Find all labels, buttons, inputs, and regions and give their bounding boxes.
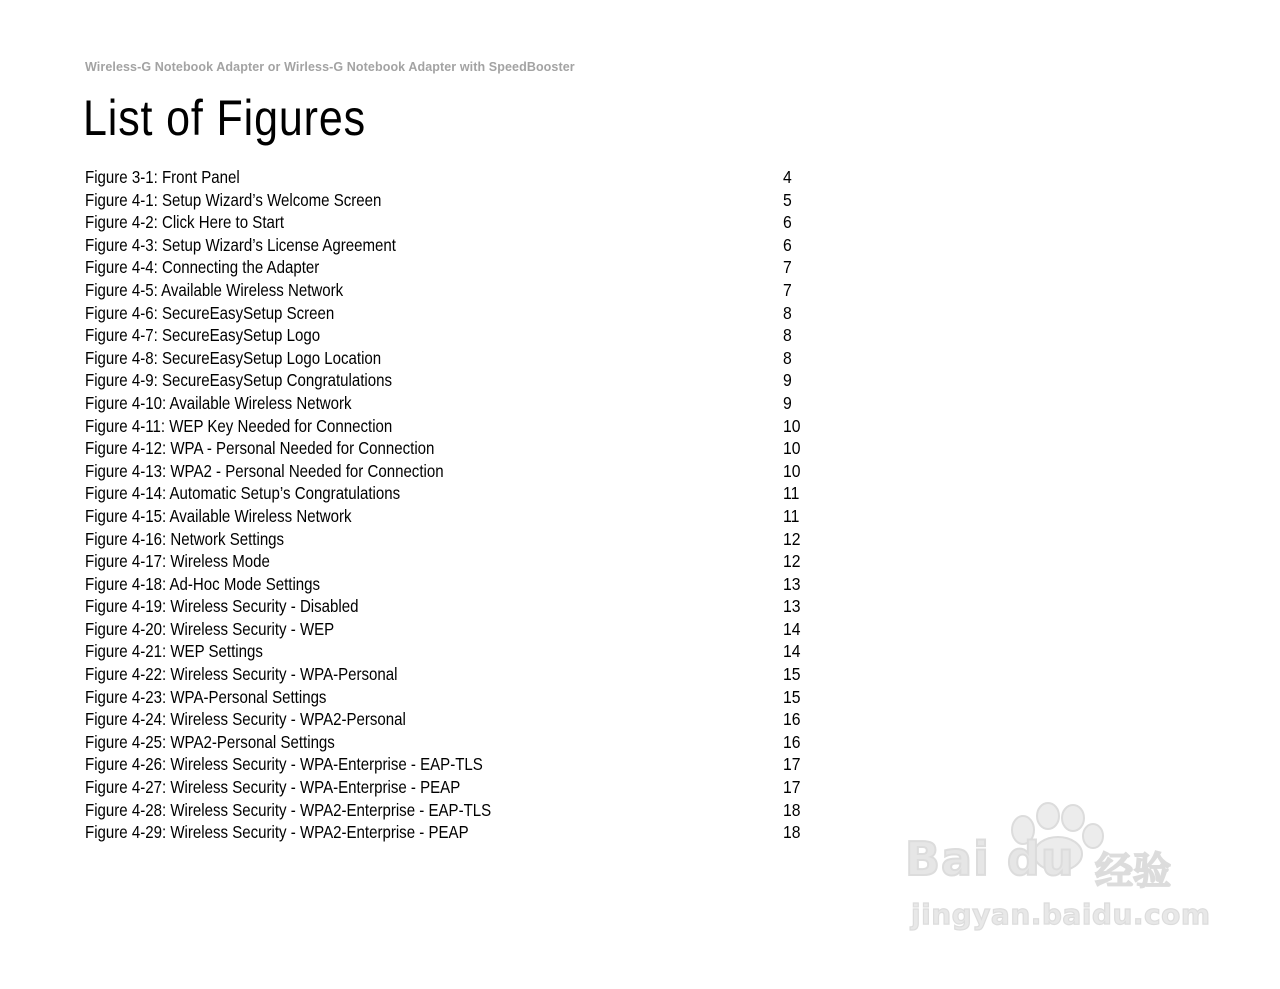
figure-page-number: 18 bbox=[783, 799, 801, 820]
figure-label: Figure 4-15: Available Wireless Network bbox=[85, 505, 352, 526]
page-title: List of Figures bbox=[83, 90, 366, 146]
figure-page-number: 14 bbox=[783, 618, 801, 639]
figure-label: Figure 4-24: Wireless Security - WPA2-Personal bbox=[85, 709, 406, 730]
watermark-url: jingyan.baidu.com bbox=[911, 898, 1211, 931]
figure-list-item bbox=[85, 595, 815, 618]
figure-list-item bbox=[85, 731, 815, 754]
figure-list-item bbox=[85, 821, 815, 844]
figure-label: Figure 4-16: Network Settings bbox=[85, 528, 285, 549]
running-header: Wireless-G Notebook Adapter or Wirless-G Notebook Adapter with SpeedBooster bbox=[85, 60, 575, 74]
figure-list-item bbox=[85, 708, 815, 731]
figure-label: Figure 4-13: WPA2 - Personal Needed for Connection bbox=[85, 460, 444, 481]
figure-list-item bbox=[85, 279, 815, 302]
figure-list-item bbox=[85, 392, 815, 415]
figure-list-item bbox=[85, 573, 815, 596]
figure-page-number: 10 bbox=[783, 460, 801, 481]
figure-label: Figure 4-28: Wireless Security - WPA2-Enterprise - EAP-TLS bbox=[85, 799, 492, 820]
figure-page-number: 11 bbox=[783, 483, 800, 504]
figure-label: Figure 4-12: WPA - Personal Needed for Connection bbox=[85, 438, 435, 459]
figure-list-item bbox=[85, 415, 815, 438]
figure-list-item bbox=[85, 618, 815, 641]
figure-page-number: 12 bbox=[783, 528, 801, 549]
figure-label: Figure 4-2: Click Here to Start bbox=[85, 212, 285, 233]
figure-label: Figure 4-11: WEP Key Needed for Connection bbox=[85, 415, 393, 436]
figure-list-item bbox=[85, 324, 815, 347]
figure-label: Figure 4-6: SecureEasySetup Screen bbox=[85, 302, 335, 323]
figure-list-item bbox=[85, 369, 815, 392]
figure-page-number: 8 bbox=[783, 302, 792, 323]
figure-page-number: 16 bbox=[783, 709, 801, 730]
figure-list-item bbox=[85, 528, 815, 551]
figure-list-item bbox=[85, 505, 815, 528]
figure-label: Figure 4-14: Automatic Setup’s Congratulations bbox=[85, 483, 401, 504]
figure-page-number: 17 bbox=[783, 777, 801, 798]
figure-page-number: 9 bbox=[783, 392, 792, 413]
figure-page-number: 15 bbox=[783, 664, 801, 685]
figure-label: Figure 4-18: Ad-Hoc Mode Settings bbox=[85, 573, 321, 594]
figure-page-number: 10 bbox=[783, 438, 801, 459]
figure-list-item bbox=[85, 166, 815, 189]
figure-page-number: 13 bbox=[783, 596, 801, 617]
figure-page-number: 10 bbox=[783, 415, 801, 436]
figure-list-item bbox=[85, 663, 815, 686]
figure-page-number: 7 bbox=[783, 257, 792, 278]
figure-page-number: 14 bbox=[783, 641, 801, 662]
figure-page-number: 13 bbox=[783, 573, 801, 594]
figure-page-number: 6 bbox=[783, 212, 792, 233]
watermark bbox=[905, 800, 1211, 940]
figure-label: Figure 4-20: Wireless Security - WEP bbox=[85, 618, 335, 639]
figure-page-number: 18 bbox=[783, 822, 801, 843]
figure-list-item bbox=[85, 256, 815, 279]
figure-label: Figure 4-17: Wireless Mode bbox=[85, 551, 270, 572]
figure-list-item bbox=[85, 640, 815, 663]
figure-list-item bbox=[85, 189, 815, 212]
figure-list-item bbox=[85, 211, 815, 234]
figure-label: Figure 4-19: Wireless Security - Disabled bbox=[85, 596, 359, 617]
figure-label: Figure 4-7: SecureEasySetup Logo bbox=[85, 325, 321, 346]
figure-page-number: 15 bbox=[783, 686, 801, 707]
figure-label: Figure 4-27: Wireless Security - WPA-Enterprise - PEAP bbox=[85, 777, 461, 798]
figure-page-number: 4 bbox=[783, 167, 792, 187]
figure-label: Figure 4-25: WPA2-Personal Settings bbox=[85, 731, 335, 752]
figure-page-number: 11 bbox=[783, 505, 800, 526]
watermark-brand-cn: 经验 bbox=[1095, 849, 1172, 893]
figure-list bbox=[85, 166, 815, 844]
figure-page-number: 17 bbox=[783, 754, 801, 775]
watermark-brand: Bai du bbox=[905, 832, 1075, 886]
figure-page-number: 8 bbox=[783, 347, 792, 368]
figure-label: Figure 4-26: Wireless Security - WPA-Enterprise - EAP-TLS bbox=[85, 754, 483, 775]
figure-label: Figure 4-21: WEP Settings bbox=[85, 641, 263, 662]
figure-list-item bbox=[85, 550, 815, 573]
figure-page-number: 8 bbox=[783, 325, 792, 346]
figure-list-item bbox=[85, 460, 815, 483]
figure-page-number: 9 bbox=[783, 370, 792, 391]
figure-page-number: 16 bbox=[783, 731, 801, 752]
figure-label: Figure 4-29: Wireless Security - WPA2-Enterprise - PEAP bbox=[85, 822, 469, 843]
figure-label: Figure 4-4: Connecting the Adapter bbox=[85, 257, 320, 278]
figure-list-item bbox=[85, 686, 815, 709]
figure-label: Figure 4-23: WPA-Personal Settings bbox=[85, 686, 327, 707]
figure-label: Figure 4-10: Available Wireless Network bbox=[85, 392, 352, 413]
figure-label: Figure 4-1: Setup Wizard’s Welcome Screen bbox=[85, 189, 382, 210]
figure-page-number: 6 bbox=[783, 234, 792, 255]
figure-list-item bbox=[85, 776, 815, 799]
figure-list-item bbox=[85, 799, 815, 822]
figure-list-item bbox=[85, 753, 815, 776]
figure-label: Figure 3-1: Front Panel bbox=[85, 167, 240, 187]
figure-page-number: 5 bbox=[783, 189, 792, 210]
figure-list-item bbox=[85, 302, 815, 325]
figure-label: Figure 4-5: Available Wireless Network bbox=[85, 279, 344, 300]
figure-list-item bbox=[85, 437, 815, 460]
figure-list-item bbox=[85, 347, 815, 370]
figure-label: Figure 4-9: SecureEasySetup Congratulations bbox=[85, 370, 393, 391]
figure-list-item bbox=[85, 482, 815, 505]
figure-list-item bbox=[85, 234, 815, 257]
figure-page-number: 12 bbox=[783, 551, 801, 572]
figure-label: Figure 4-3: Setup Wizard’s License Agreement bbox=[85, 234, 396, 255]
figure-label: Figure 4-22: Wireless Security - WPA-Personal bbox=[85, 664, 398, 685]
figure-label: Figure 4-8: SecureEasySetup Logo Location bbox=[85, 347, 382, 368]
figure-page-number: 7 bbox=[783, 279, 792, 300]
